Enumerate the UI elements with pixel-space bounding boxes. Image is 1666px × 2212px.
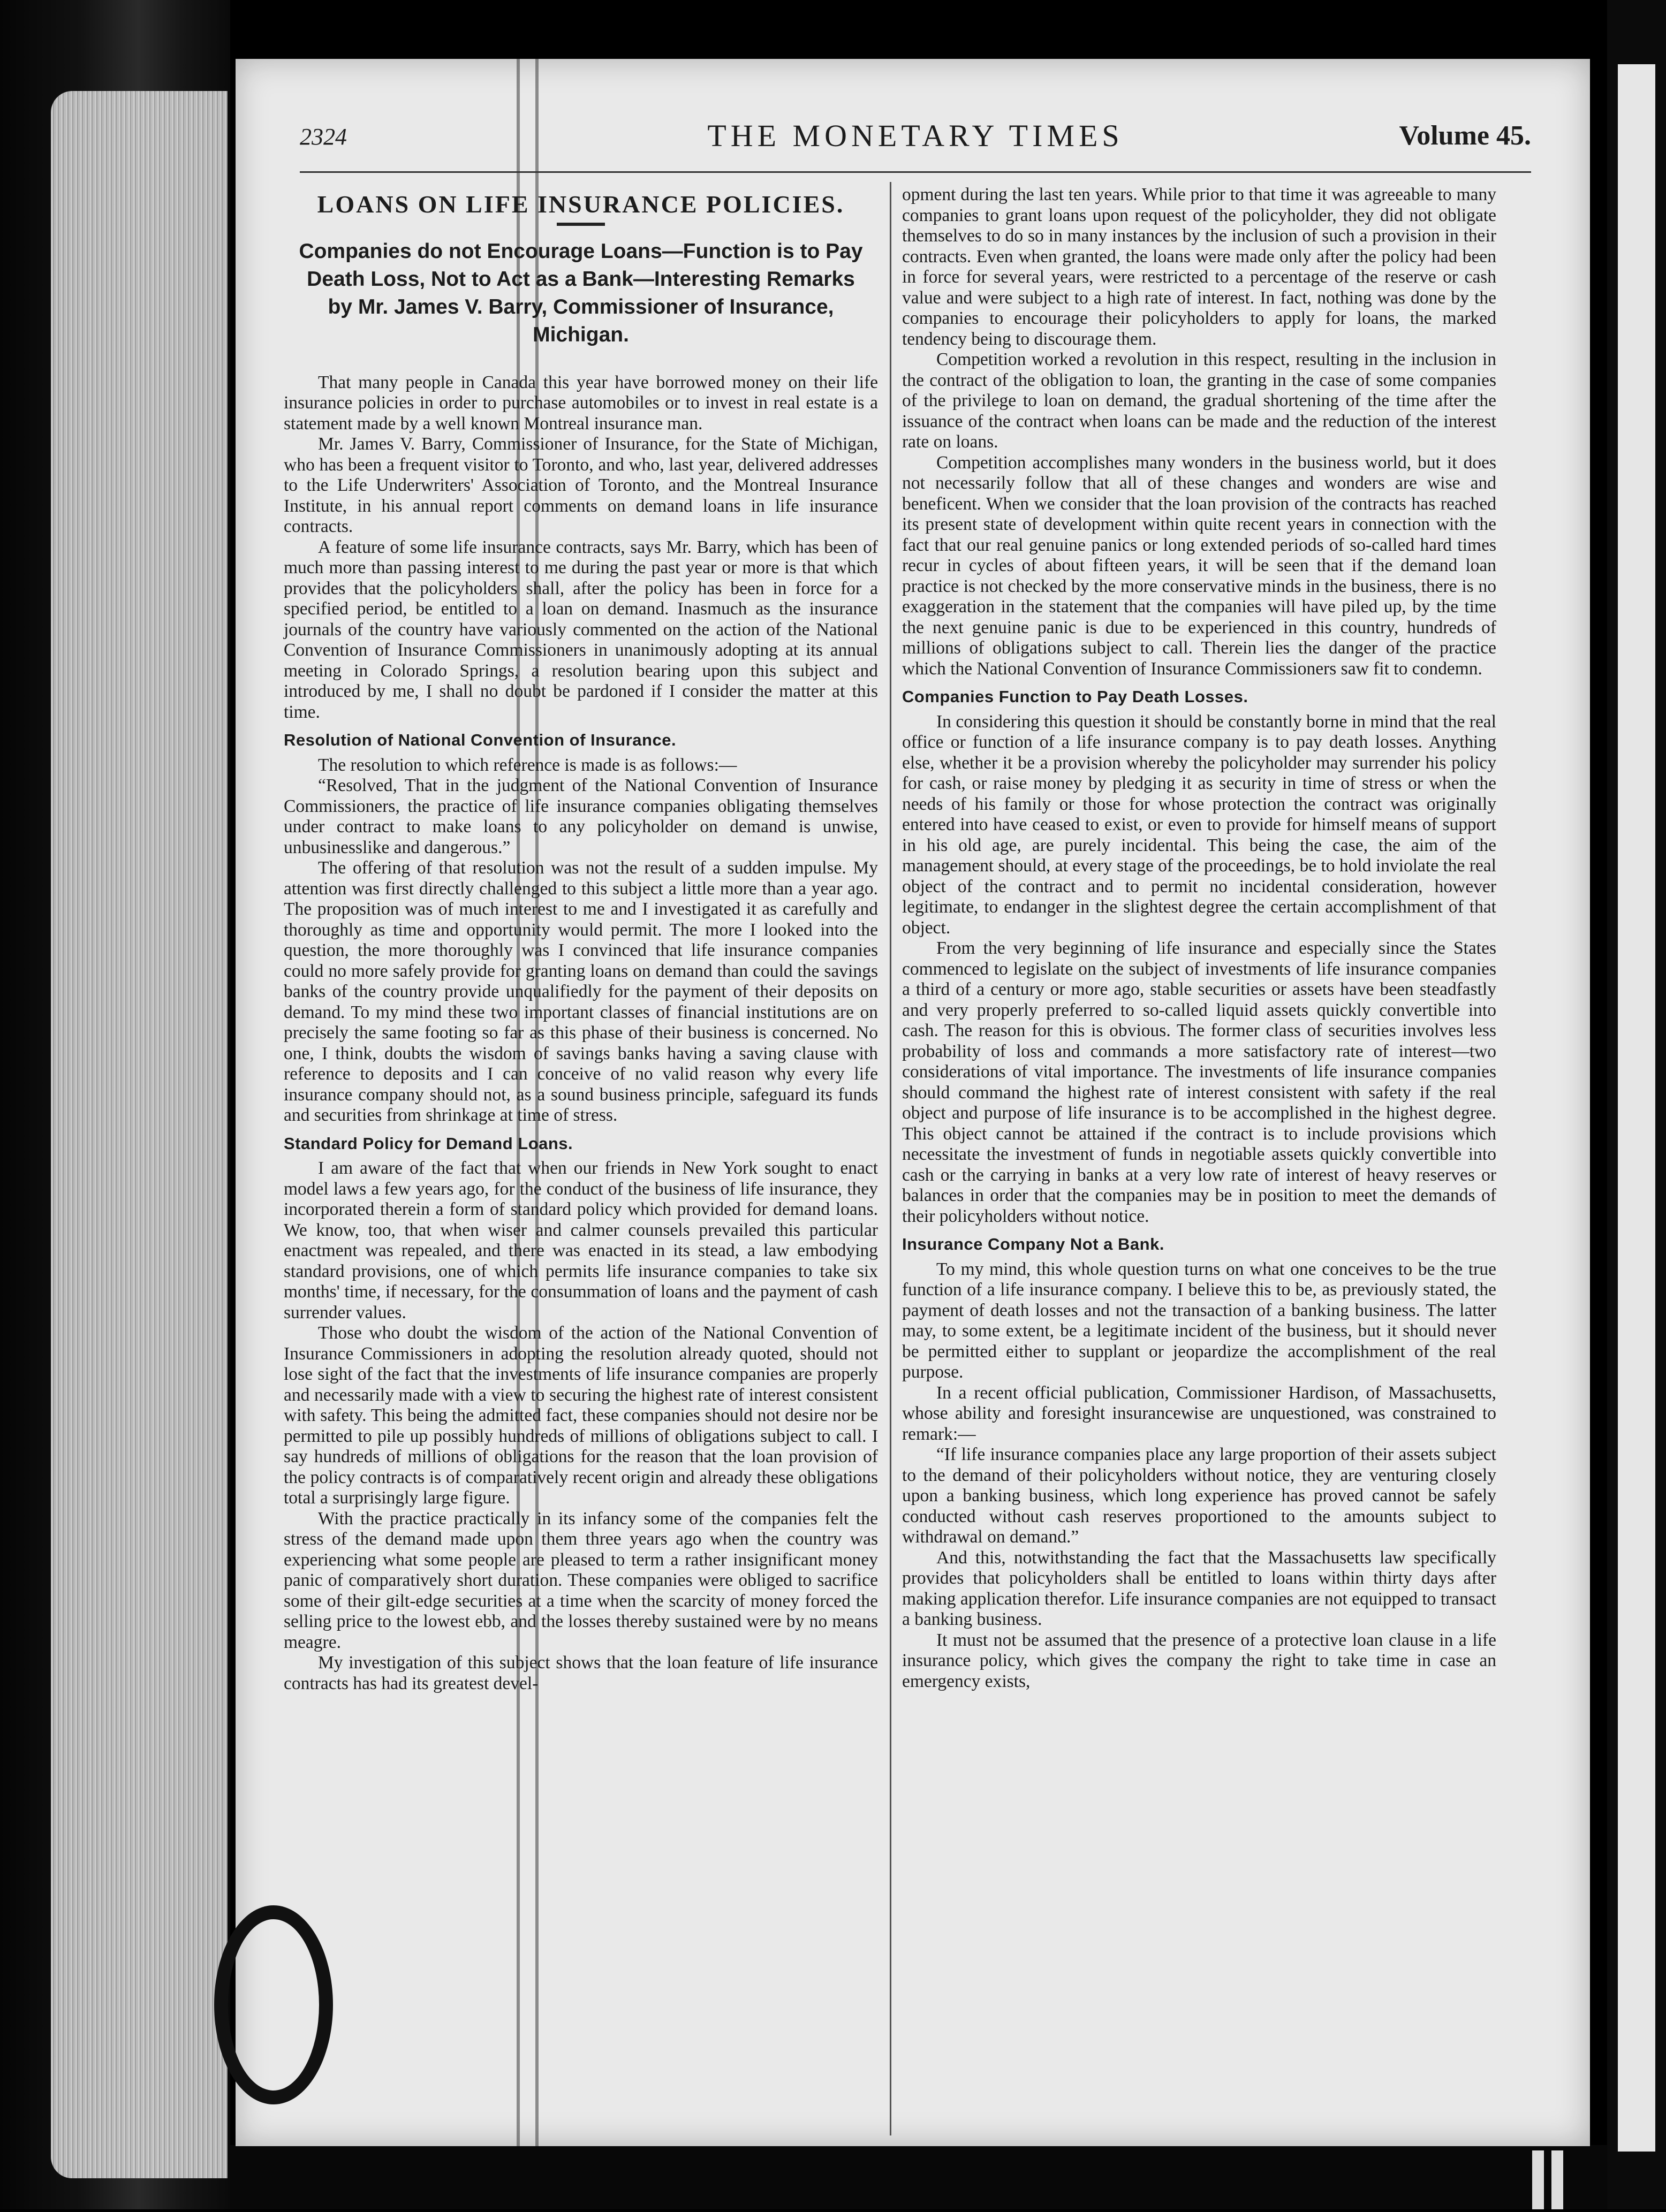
article-title: LOANS ON LIFE INSURANCE POLICIES. (317, 191, 845, 218)
paragraph: Those who doubt the wisdom of the action of the National Convention of Insurance Commissioners in adopting the resolution already quoted, should not lose sight of the fact that the investments of life insurance companies are properly and necessarily made with a view to securing the highest rate of interest consistent with safety. This being the admitted fact, these companies should not desire nor be permitted to pile up possibly hundreds of millions of obligations subject to call. I say hundreds of millions of obligations for the reason that the loan provision of the policy contracts is of comparatively recent origin and already these obligations total a surprisingly large figure. (284, 1323, 878, 1508)
paragraph: A feature of some life insurance contracts, says Mr. Barry, which has been of much more than passing interest to me during the past year or more is that which provides that the policyholders shall, after the policy has been in force for a specified period, be entitled to a loan on demand. Inasmuch as the insurance journals of the country have variously commented on the action of the National Convention of Insurance Commissioners in unanimously adopting at its annual meeting in Colorado Springs, a resolution bearing upon this subject and introduced by me, I shall no doubt be pardoned if I consider the matter at this time. (284, 537, 878, 722)
section-heading: Resolution of National Convention of Insurance. (284, 731, 677, 749)
paragraph: “If life insurance companies place any large proportion of their assets subject to the demand of their policyholders without notice, they are venturing closely upon a banking business, which long experience has proved cannot be safely conducted without cash reserves proportioned to the amounts subject to withdrawal on demand.” (902, 1445, 1496, 1547)
paragraph: From the very beginning of life insurance and especially since the States commenced to legislate on the subject of investments of life insurance companies a third of a century or more ago, stable securities or assets have been steadfastly and very properly preferred to so-called liquid assets quickly convertible into cash. The reason for this is obvious. The former class of securities involves less probability of loss and commands a more satisfactory rate of interest—two considerations of vital importance. The investments of life insurance companies should command the highest rate of interest consistent with safety if the real object and purpose of life insurance is to be accomplished in the highest degree. This object cannot be attained if the contract is to include provisions which necessitate the investment of funds in negotiable assets quickly convertible into cash or the carrying in banks at a very low rate of interest of heavy reserves or balances in order that the companies may be in position to meet the demands of their policyholders without notice. (902, 938, 1496, 1226)
title-rule (557, 223, 605, 226)
paragraph: Competition accomplishes many wonders in the business world, but it does not necessarily follow that all of these changes and wonders are wise and beneficent. When we consider that the loan provision of the contracts has reached its present state of development within quite recent years in connection with the fact that our real genuine panics or long extended periods of so-called hard times recur in cycles of about fifteen years, it will be seen that if the demand loan practice is not checked by the more conservative minds in the business, there is no exaggeration in the statement that the companies will have piled up, by the time the next genuine panic is due to be experienced in this country, hundreds of millions of obligations subject to call. Therein lies the danger of the practice which the National Convention of Insurance Commissioners saw fit to condemn. (902, 452, 1496, 679)
paragraph: To my mind, this whole question turns on what one conceives to be the true function of a life insurance company. I believe this to be, as previously stated, the payment of death losses and not the transaction of a banking business. The latter may, to some extent, be a legitimate incident of the business, but it should never be permitted either to supplant or jeopardize the accomplishment of the real purpose. (902, 1259, 1496, 1382)
volume-label: Volume 45. (1399, 120, 1531, 151)
paragraph: It must not be assumed that the presence of a protective loan clause in a life insurance policy, which gives the company the right to take time in case an emergency exists, (902, 1630, 1496, 1691)
publication-title: THE MONETARY TIMES (707, 118, 1124, 153)
page-header (300, 112, 1531, 173)
paragraph: That many people in Canada this year have borrowed money on their life insurance policies in order to purchase automobiles or to invest in real estate is a statement made by a well known Montreal insurance man. (284, 372, 878, 434)
newspaper-page (236, 59, 1590, 2146)
section-heading: Standard Policy for Demand Loans. (284, 1134, 573, 1153)
paragraph: My investigation of this subject shows that the loan feature of life insurance contracts has had its greatest devel- (284, 1653, 878, 1693)
corner-marks (1532, 2150, 1596, 2209)
article-deck: Companies do not Encourage Loans—Function is to Pay Death Loss, Not to Act as a Bank—Interesting Remarks by Mr. James V. Barry, Commissioner of Insurance, Michigan. (299, 239, 863, 346)
section-heading: Insurance Company Not a Bank. (902, 1235, 1164, 1253)
paragraph: And this, notwithstanding the fact that the Massachusetts law specifically provides that policyholders shall be entitled to loans within thirty days after making application therefor. Life insurance companies are not equipped to transact a banking business. (902, 1547, 1496, 1629)
right-column (902, 185, 1496, 1692)
paragraph: The resolution to which reference is made is as follows:— (318, 755, 737, 775)
paragraph: The offering of that resolution was not the result of a sudden impulse. My attention was first directly challenged to this subject a little more than a year ago. The proposition was of much interest to me and I investigated it as carefully and thoroughly as time and opportunity would permit. The more I looked into the question, the more thoroughly was I convinced that life insurance companies could no more safely provide for granting loans on demand than could the savings banks of the country provide unqualifiedly for the payment of their deposits on demand. To my mind these two important classes of financial institutions are on precisely the same footing so far as this phase of their business is concerned. No one, I think, doubts the wisdom of savings banks having a saving clause with reference to deposits and I can conceive of no valid reason why every life insurance company should not, as a sound business principle, safeguard its funds and securities from shrinkage at time of stress. (284, 858, 878, 1125)
next-page-edge (1618, 64, 1655, 2152)
left-column (284, 185, 878, 1694)
paragraph: In considering this question it should be constantly borne in mind that the real office or function of a life insurance company is to pay death losses. Anything else, whether it be a provision whereby the policyholder may surrender his policy for cash, or raise money by pledging it as security in time of stress or when the needs of his family or those for whose protection the contract was originally entered into have ceased to exist, or even to provide for himself means of support in his old age, are purely incidental. This being the case, the aim of the management should, at every stage of the proceedings, be to hold inviolate the real object of the contract and to permit no incidental consideration, however legitimate, to endanger in the slightest degree the certain accomplishment of that object. (902, 711, 1496, 938)
paragraph: Competition worked a revolution in this respect, resulting in the inclusion in the contract of the obligation to loan, the granting in the case of some companies of the privilege to loan on demand, the gradual shortening of the time after the issuance of the contract when loans can be made and the reduction of the interest rate on loans. (902, 349, 1496, 452)
paragraph: Mr. James V. Barry, Commissioner of Insurance, for the State of Michigan, who has been a frequent visitor to Toronto, and who, last year, delivered addresses to the Life Underwriters' Association of Toronto, and the Montreal Insurance Institute, in his annual report comments on demand loans in life insurance contracts. (284, 434, 878, 536)
paragraph: With the practice practically in its infancy some of the companies felt the stress of the demand made upon them three years ago when the country was experiencing what some people are pleased to term a rather insignificant money panic of comparatively short duration. These companies were obliged to sacrifice some of their gilt-edge securities at a time when the scarcity of money forced the selling price to the lowest ebb, and the losses thereby sustained were by no means meagre. (284, 1508, 878, 1652)
page-number: 2324 (300, 124, 347, 150)
section-heading: Companies Function to Pay Death Losses. (902, 687, 1248, 706)
paragraph: opment during the last ten years. While prior to that time it was agreeable to many companies to grant loans upon request of the policyholder, they did not obligate themselves to do so in many instances by the inclusion of such a provision in their contracts. Even when granted, the loans were made only after the policy had been in force for several years, were restricted to a percentage of the reserve or cash value and were subject to a high rate of interest. In fact, nothing was done by the companies to encourage their policyholders to apply for loans, the marked tendency being to discourage them. (902, 185, 1496, 349)
paragraph: “Resolved, That in the judgment of the National Convention of Insurance Commissioners, the practice of life insurance companies obligating themselves under contract to make loans to any policyholder on demand is unwise, unbusinesslike and dangerous.” (284, 776, 878, 857)
column-divider (890, 182, 891, 2135)
stacked-page-edges (51, 91, 228, 2178)
paragraph: I am aware of the fact that when our friends in New York sought to enact model laws a few years ago, for the conduct of the business of life insurance, they incorporated therein a form of standard policy which provided for demand loans. We know, too, that when wiser and calmer counsels prevailed this particular enactment was repealed, and there was enacted in its stead, a law embodying standard provisions, one of which permits life insurance companies to take six months' time, if necessary, for the consummation of loans and the payment of cash surrender values. (284, 1158, 878, 1322)
binder-ring (214, 1905, 333, 2104)
paragraph: In a recent official publication, Commissioner Hardison, of Massachusetts, whose ability and foresight insurancewise are unquestioned, was constrained to remark:— (902, 1382, 1496, 1444)
bottom-margin-shadow (230, 2145, 1607, 2209)
